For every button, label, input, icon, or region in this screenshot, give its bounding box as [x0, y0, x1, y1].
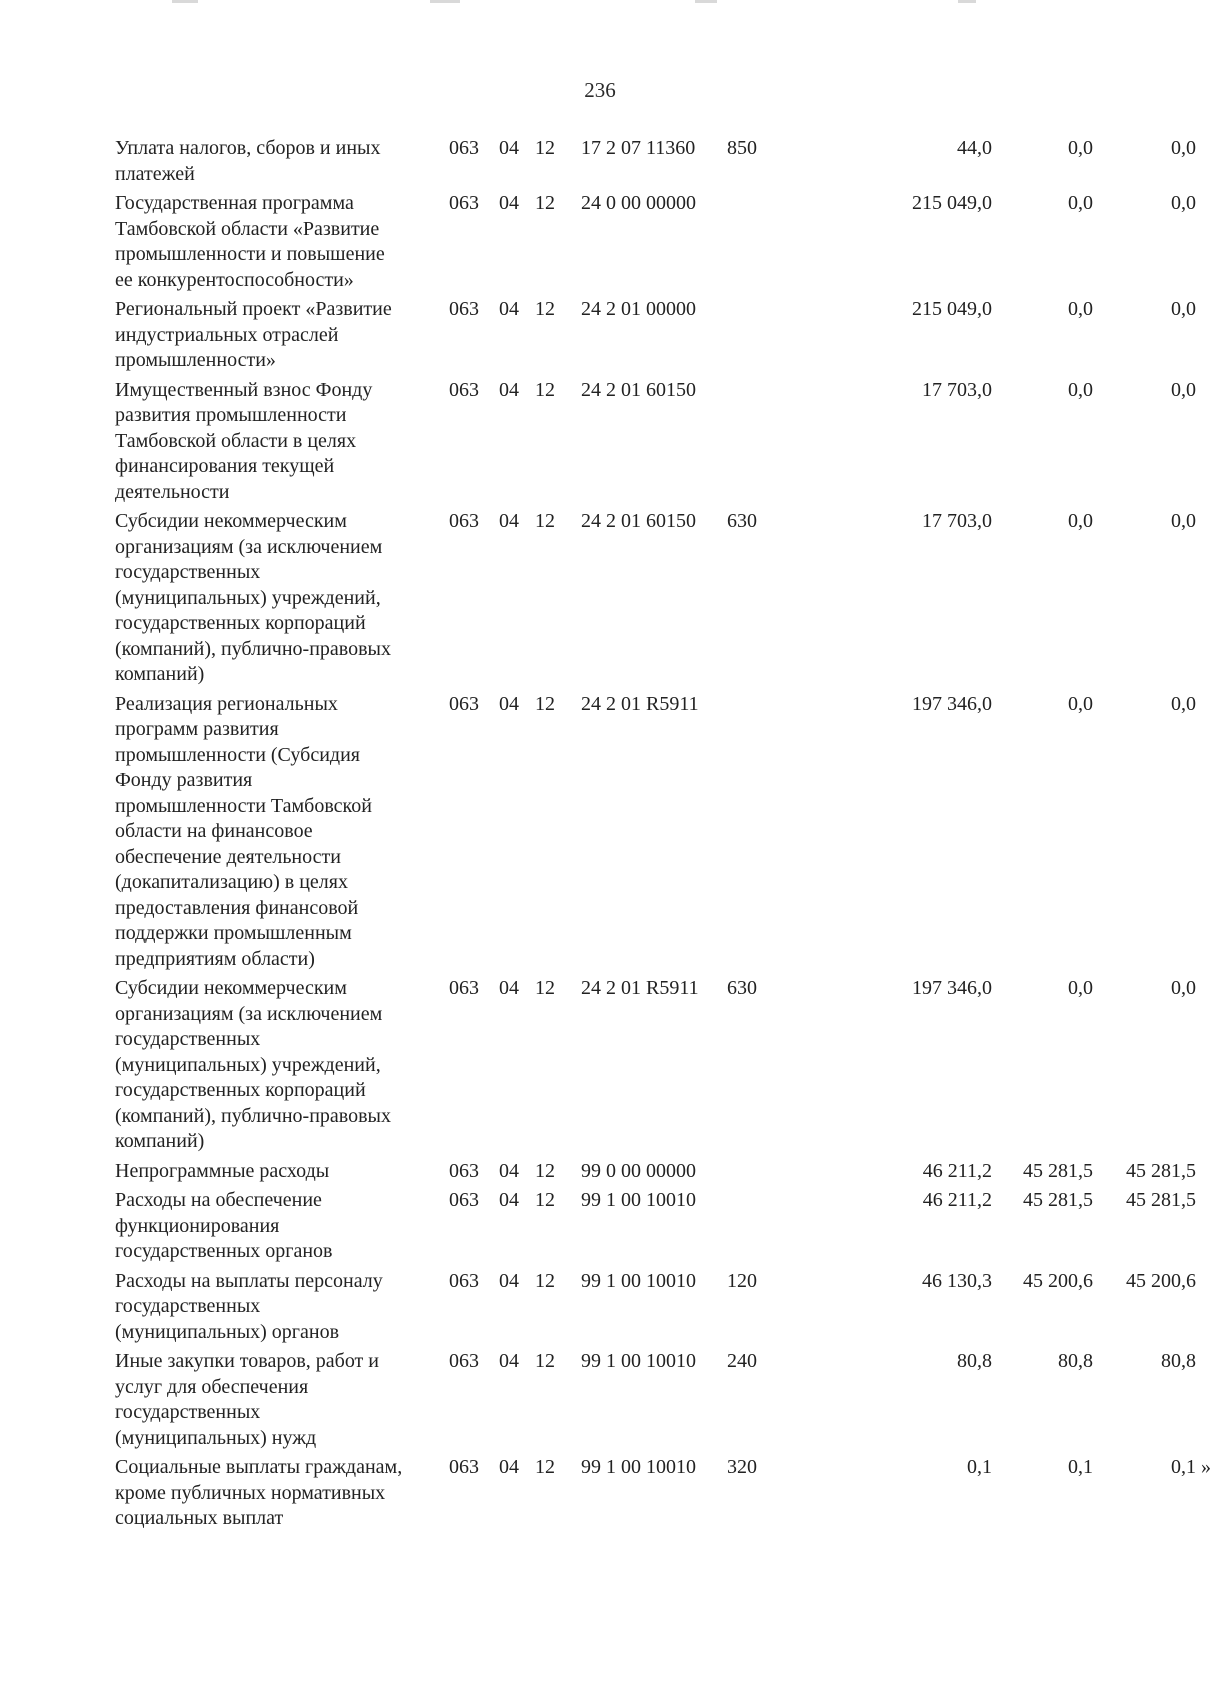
ministry-code: 063 — [449, 1159, 479, 1182]
subsection-code: 12 — [535, 137, 555, 159]
subsection-code: 12 — [535, 1189, 555, 1211]
ministry-code: 063 — [449, 192, 479, 214]
amount-year-2: 0,0 — [1068, 298, 1093, 320]
scan-artifact — [430, 0, 460, 3]
amount-year-3: 0,1 — [1171, 1456, 1196, 1478]
expense-type-code: 630 — [727, 510, 757, 532]
target-article-code: 99 1 00 10010 — [581, 1269, 696, 1292]
row-name: Расходы на выплаты персоналу государственных (муниципальных) органов — [115, 1269, 383, 1343]
target-article-code: 99 1 00 10010 — [581, 1350, 696, 1372]
expense-type-code: 320 — [727, 1456, 757, 1478]
section-code: 04 — [499, 1189, 519, 1211]
expense-type-code: 850 — [727, 137, 757, 159]
ministry-code: 063 — [449, 1189, 479, 1211]
subsection-code: 12 — [535, 298, 555, 320]
target-article-code: 24 0 00 00000 — [581, 192, 696, 214]
subsection-code: 12 — [535, 192, 555, 214]
section-code: 04 — [499, 137, 519, 159]
amount-year-2: 0,0 — [1068, 192, 1093, 214]
scan-artifact — [695, 0, 717, 3]
subsection-code: 12 — [535, 977, 555, 999]
amount-year-2: 0,0 — [1068, 692, 1093, 715]
ministry-code: 063 — [449, 137, 479, 159]
table-row — [115, 1159, 1195, 1185]
amount-year-3: 0,0 — [1171, 977, 1196, 999]
row-name: Субсидии некоммерческим организациям (за исключением государственных (муниципальных) учреждений, государственных корпораций (компаний), публично-правовых компаний) — [115, 977, 391, 1152]
amount-year-3: 0,0 — [1171, 298, 1196, 320]
amount-year-1: 80,8 — [957, 1350, 992, 1372]
section-code: 04 — [499, 1269, 519, 1292]
section-code: 04 — [499, 1350, 519, 1372]
table-row — [115, 1349, 1195, 1451]
row-name: Субсидии некоммерческим организациям (за исключением государственных (муниципальных) учреждений, государственных корпораций (компаний), публично-правовых компаний) — [115, 510, 391, 685]
row-name: Региональный проект «Развитие индустриальных отраслей промышленности» — [115, 298, 392, 371]
amount-year-1: 46 211,2 — [922, 1189, 992, 1211]
subsection-code: 12 — [535, 1159, 555, 1182]
amount-year-2: 0,0 — [1068, 378, 1093, 401]
row-name: Социальные выплаты гражданам, кроме публичных нормативных социальных выплат — [115, 1456, 403, 1529]
target-article-code: 24 2 01 00000 — [581, 298, 696, 320]
subsection-code: 12 — [535, 1350, 555, 1372]
amount-year-3: 45 281,5 — [1126, 1159, 1196, 1182]
target-article-code: 99 0 00 00000 — [581, 1159, 696, 1182]
section-code: 04 — [499, 192, 519, 214]
amount-year-1: 46 130,3 — [922, 1269, 992, 1292]
closing-quote: » — [1201, 1456, 1211, 1478]
table-row — [115, 1455, 1211, 1532]
target-article-code: 24 2 01 R5911 — [581, 692, 699, 715]
amount-year-1: 44,0 — [957, 137, 992, 159]
expense-type-code: 630 — [727, 977, 757, 999]
table-row — [115, 297, 1195, 374]
scan-artifact — [172, 0, 198, 3]
subsection-code: 12 — [535, 378, 555, 401]
amount-year-3: 0,0 — [1171, 378, 1196, 401]
ministry-code: 063 — [449, 692, 479, 715]
target-article-code: 24 2 01 60150 — [581, 378, 696, 401]
ministry-code: 063 — [449, 510, 479, 532]
amount-year-3: 80,8 — [1161, 1350, 1196, 1372]
target-article-code: 99 1 00 10010 — [581, 1189, 696, 1211]
amount-year-1: 215 049,0 — [912, 298, 992, 320]
amount-year-1: 0,1 — [967, 1456, 992, 1478]
expense-type-code: 120 — [727, 1269, 757, 1292]
ministry-code: 063 — [449, 1350, 479, 1372]
amount-year-2: 0,0 — [1068, 137, 1093, 159]
row-name: Реализация региональных программ развития промышленности (Субсидия Фонду развития промышленности Тамбовской области на финансовое обеспечение деятельности (докапитализацию) в целях предоставления финансовой поддержки промышленным предприятиям области) — [115, 692, 372, 970]
amount-year-1: 46 211,2 — [922, 1159, 992, 1182]
row-name: Государственная программа Тамбовской области «Развитие промышленности и повышение ее конкурентоспособности» — [115, 192, 385, 291]
amount-year-1: 215 049,0 — [912, 192, 992, 214]
ministry-code: 063 — [449, 378, 479, 401]
amount-year-3: 0,0 — [1171, 510, 1196, 532]
section-code: 04 — [499, 378, 519, 401]
section-code: 04 — [499, 298, 519, 320]
amount-year-1: 17 703,0 — [922, 378, 992, 401]
expense-type-code: 240 — [727, 1350, 757, 1372]
subsection-code: 12 — [535, 692, 555, 715]
amount-year-1: 197 346,0 — [912, 692, 992, 715]
section-code: 04 — [499, 692, 519, 715]
table-row — [115, 1188, 1195, 1265]
target-article-code: 99 1 00 10010 — [581, 1456, 696, 1478]
page-number: 236 — [584, 78, 616, 102]
amount-year-2: 80,8 — [1058, 1350, 1093, 1372]
scan-artifact — [958, 0, 976, 3]
table-row — [115, 509, 1195, 688]
amount-year-2: 45 200,6 — [1023, 1269, 1093, 1292]
row-name: Иные закупки товаров, работ и услуг для обеспечения государственных (муниципальных) нужд — [115, 1350, 380, 1449]
table-row — [115, 191, 1195, 293]
ministry-code: 063 — [449, 1269, 479, 1292]
amount-year-3: 45 200,6 — [1126, 1269, 1196, 1292]
section-code: 04 — [499, 1159, 519, 1182]
amount-year-3: 0,0 — [1171, 192, 1196, 214]
amount-year-2: 0,0 — [1068, 510, 1093, 532]
table-row — [115, 136, 1195, 187]
row-name: Имущественный взнос Фонду развития промышленности Тамбовской области в целях финансирования текущей деятельности — [115, 378, 373, 503]
section-code: 04 — [499, 510, 519, 532]
section-code: 04 — [499, 1456, 519, 1478]
amount-year-3: 0,0 — [1171, 137, 1196, 159]
section-code: 04 — [499, 977, 519, 999]
target-article-code: 24 2 01 60150 — [581, 510, 696, 532]
budget-table — [115, 136, 1211, 1536]
row-name: Уплата налогов, сборов и иных платежей — [115, 137, 381, 185]
subsection-code: 12 — [535, 1269, 555, 1292]
amount-year-3: 0,0 — [1171, 692, 1196, 715]
table-row — [115, 976, 1195, 1155]
table-row — [115, 378, 1195, 506]
subsection-code: 12 — [535, 1456, 555, 1478]
amount-year-3: 45 281,5 — [1126, 1189, 1196, 1211]
row-name: Расходы на обеспечение функционирования государственных органов — [115, 1189, 333, 1262]
ministry-code: 063 — [449, 298, 479, 320]
table-row — [115, 1269, 1195, 1346]
row-name: Непрограммные расходы — [115, 1159, 330, 1182]
ministry-code: 063 — [449, 1456, 479, 1478]
target-article-code: 24 2 01 R5911 — [581, 977, 699, 999]
amount-year-1: 197 346,0 — [912, 977, 992, 999]
subsection-code: 12 — [535, 510, 555, 532]
target-article-code: 17 2 07 11360 — [581, 137, 696, 159]
amount-year-2: 0,0 — [1068, 977, 1093, 999]
amount-year-2: 0,1 — [1068, 1456, 1093, 1478]
table-row — [115, 692, 1195, 973]
ministry-code: 063 — [449, 977, 479, 999]
amount-year-2: 45 281,5 — [1023, 1159, 1093, 1182]
amount-year-1: 17 703,0 — [922, 510, 992, 532]
amount-year-2: 45 281,5 — [1023, 1189, 1093, 1211]
